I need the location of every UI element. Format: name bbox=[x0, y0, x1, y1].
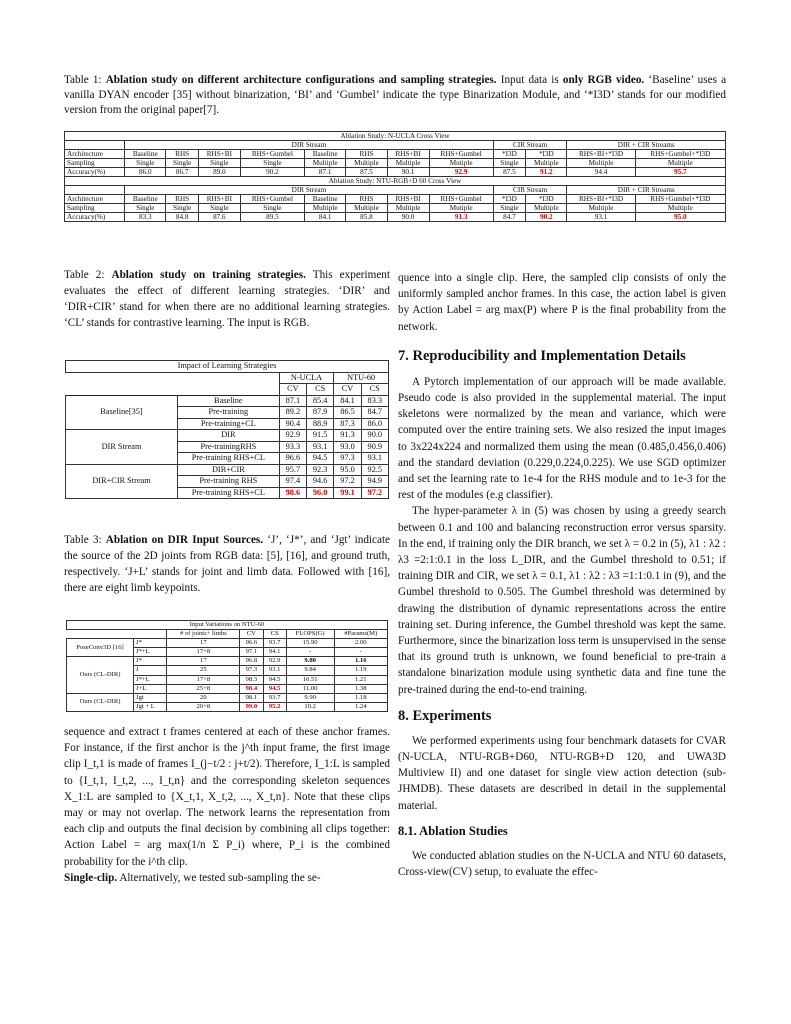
table1-cell: RHS bbox=[166, 195, 198, 204]
table3-value: 1.38 bbox=[334, 684, 387, 693]
table3-value: - bbox=[334, 648, 387, 657]
table3-value: 17+8 bbox=[167, 648, 240, 657]
table3-value: 20+8 bbox=[167, 702, 240, 711]
table1-cell: Architecture bbox=[65, 195, 125, 204]
table1-cell: *I3D bbox=[526, 195, 567, 204]
table1-cell: RHS+Gumbel bbox=[429, 150, 493, 159]
table3-source: J* bbox=[134, 639, 167, 648]
table3-value: 25+8 bbox=[167, 684, 240, 693]
table2-value: 93.3 bbox=[279, 441, 306, 453]
right-paragraph-2: The hyper-parameter λ in (5) was chosen by using a greedy search between 0.1 and 100 and balancing reconstruction error versus sparsity. In the end, if training only the DIR branch, we set λ = 0.2 in (5), λ1 : λ2 : λ3 =2:1:0.1 in the loss L_DIR, and the Gumbel threshold to 0.51; if training DIR and CIR, we set λ = 0.1, λ1 : λ2 : λ3 =1:1:0.1 in (9), and the Gumbel threshold to 0.505. The Gumbel threshold was determined by drawing the distribution of dynamic representations across the entire training set. During inference, the Gumbel threshold was kept the same. Furthermore, since the binarization loss term is unsupervised in the sense that its ground truth is unknown, we found beneficial to pre-train a standalone binarization module using synthetic data and fine tune the pre-trained during the end-to-end training. bbox=[398, 505, 726, 696]
table3-value: 94.5 bbox=[263, 675, 286, 684]
left-paragraph-1: sequence and extract t frames centered at each of these anchor frames. For instance, if the first anchor is the j^th input frame, the first image clip I_t,1 is made of frames I_(j−t/2 : j+t/2). Therefore, I_1:L is sampled to {I_t,1, I_t,2, ..., I_t,n} and the corresponding skeleton sequences X_1:L are sampled to {X_t,1, X_t,2, ..., X_t,n}. Note that these clips may or may not overlap. The network learns the representation from each clip and outputs the final decision by combining all clips together: Action Label = arg max(1/n Σ P_i) where, P_i is the combined probability for the i^th clip. bbox=[64, 726, 390, 868]
table1-cell: 87.5 bbox=[493, 168, 525, 177]
right-paragraph-4: We conducted ablation studies on the N-UCLA and NTU 60 datasets, Cross-view(CV) setup, to evaluate the effec- bbox=[398, 849, 726, 879]
table1-cell: 95.0 bbox=[635, 213, 725, 222]
table-row bbox=[65, 132, 726, 141]
table1-empty-cell bbox=[65, 186, 125, 195]
table1-cell: Single bbox=[166, 204, 198, 213]
table1-cell: Multiple bbox=[346, 204, 387, 213]
table-row bbox=[67, 639, 388, 648]
table1-cell: 84.8 bbox=[166, 213, 198, 222]
table3-source: Jgt bbox=[134, 693, 167, 702]
table1-stream-header: DIR Stream bbox=[125, 141, 494, 150]
table1-cell: Multiple bbox=[567, 159, 635, 168]
table1-block-title: Ablation Study: NTU-RGB+D 60 Cross View bbox=[65, 177, 726, 186]
table1-cell: 87.6 bbox=[198, 213, 240, 222]
table1-cell: RHS bbox=[346, 195, 387, 204]
table3-caption-block bbox=[64, 532, 390, 596]
table3-source: J* bbox=[134, 657, 167, 666]
table3 bbox=[66, 620, 388, 712]
table1-cell: Single bbox=[125, 204, 166, 213]
table3-value: 1.19 bbox=[334, 666, 387, 675]
table1-cell: RHS+BI bbox=[198, 150, 240, 159]
table3-source: J bbox=[134, 666, 167, 675]
table3-value: - bbox=[286, 648, 334, 657]
table2-title: Impact of Learning Strategies bbox=[66, 361, 389, 373]
table2-value: 96.0 bbox=[307, 487, 334, 499]
table1-cell: 87.1 bbox=[304, 168, 345, 177]
table2 bbox=[65, 360, 389, 499]
table3-value: 11.00 bbox=[286, 684, 334, 693]
table3-value: 92.9 bbox=[263, 657, 286, 666]
table2-value: 92.5 bbox=[361, 464, 388, 476]
table-row bbox=[65, 213, 726, 222]
table3-value: 94.5 bbox=[263, 684, 286, 693]
table-row bbox=[65, 141, 726, 150]
table3-value: 17 bbox=[167, 639, 240, 648]
table3-header: FLOPS(G) bbox=[286, 630, 334, 639]
table1-cell: Sampling bbox=[65, 204, 125, 213]
table3-value: 93.7 bbox=[263, 693, 286, 702]
table2-group-name: DIR+CIR Stream bbox=[66, 464, 178, 499]
table1-cell: 86.0 bbox=[125, 168, 166, 177]
table-row bbox=[66, 395, 389, 407]
table-row bbox=[66, 430, 389, 442]
table3-value: 25 bbox=[167, 666, 240, 675]
table1-cell: RHS+Gumbel bbox=[240, 195, 304, 204]
table1-cell: 95.7 bbox=[635, 168, 725, 177]
right-body-text bbox=[398, 270, 726, 880]
table2-value: 87.9 bbox=[307, 407, 334, 419]
table2-value: 97.4 bbox=[279, 476, 306, 488]
table1-caption: Table 1: Ablation study on different architecture configurations and sampling strategies. Input data is only RGB video. ‘Baseline’ uses a vanilla DYAN encoder [35] without binarization, ‘BI’ and ‘Gumbel’ indicate the type Binarization Module, and ‘*I3D’ stands for our modified version from the original paper[7]. bbox=[64, 74, 727, 116]
table1-cell: Multiple bbox=[304, 204, 345, 213]
table3-value: 98.4 bbox=[240, 684, 263, 693]
table1-cell: 87.5 bbox=[346, 168, 387, 177]
table1-cell: Architecture bbox=[65, 150, 125, 159]
table-row bbox=[65, 168, 726, 177]
table-row bbox=[65, 186, 726, 195]
table3-value: 10.2 bbox=[286, 702, 334, 711]
table3-header: #Params(M) bbox=[334, 630, 387, 639]
table3-source: J+L bbox=[134, 684, 167, 693]
table1-cell: 90.0 bbox=[387, 213, 429, 222]
table1-cell: RHS+BI+*I3D bbox=[567, 150, 635, 159]
table1-stream-header: CIR Stream bbox=[493, 141, 567, 150]
table1-cell: Accuracy(%) bbox=[65, 168, 125, 177]
right-paragraph-0: quence into a single clip. Here, the sampled clip consists of only the uniformly sampled anchor frames. In this case, the action label is given by Action Label = arg max(P) where P is the final probability from the network. bbox=[398, 272, 726, 333]
table1-stream-header: CIR Stream bbox=[493, 186, 567, 195]
table3-value: 98.3 bbox=[240, 675, 263, 684]
table2-value: 94.5 bbox=[307, 453, 334, 465]
table1-cell: 92.9 bbox=[429, 168, 493, 177]
table1-cell: RHS+BI+*I3D bbox=[567, 195, 635, 204]
table3-header: # of joints+ limbs bbox=[167, 630, 240, 639]
table2-value: 98.6 bbox=[279, 487, 306, 499]
table-row bbox=[67, 630, 388, 639]
table-row bbox=[66, 464, 389, 476]
table2-value: 97.2 bbox=[361, 487, 388, 499]
table3-value: 93.7 bbox=[263, 639, 286, 648]
table2-value: 95.7 bbox=[279, 464, 306, 476]
table2-row-label: Pre-training+CL bbox=[178, 418, 280, 430]
table3-value: 95.2 bbox=[263, 702, 286, 711]
table2-value: 93.0 bbox=[334, 441, 361, 453]
table2-group-name: Baseline[35] bbox=[66, 395, 178, 430]
table2-row-label: Pre-training RHS bbox=[178, 476, 280, 488]
table2-value: 93.1 bbox=[361, 453, 388, 465]
table3-source: Jgt + L bbox=[134, 702, 167, 711]
table1-cell: Single bbox=[240, 159, 304, 168]
table2-row-label: DIR bbox=[178, 430, 280, 442]
table1-cell: 90.2 bbox=[240, 168, 304, 177]
table-row bbox=[65, 150, 726, 159]
table3-value: 94.1 bbox=[263, 648, 286, 657]
right-paragraph-1: A Pytorch implementation of our approach will be made available. Pseudo code is also provided in the supplemental material. The input skeletons were normalized by the mean and variance, which were computed over the entire training sets. We also resized the input images to 3x224x224 and normalized them using the mean (0.485,0.456,0.406) and the standard deviation (0.229,0.224,0.225). We use SGD optimizer and set the learning rate to 1e-4 for the RHS module and to 1e-3 for the rest of the modules (e.g classifier). bbox=[398, 375, 726, 502]
table-row bbox=[66, 372, 389, 384]
table2-group-header: NTU-60 bbox=[334, 372, 389, 384]
table2-value: 94.6 bbox=[307, 476, 334, 488]
table1-cell: Sampling bbox=[65, 159, 125, 168]
table1-stream-header: DIR + CIR Streams bbox=[567, 186, 726, 195]
table1-cell: Single bbox=[240, 204, 304, 213]
table1-cell: 90.1 bbox=[387, 168, 429, 177]
table1-cell: Mutiple bbox=[429, 159, 493, 168]
table3-value: 96.8 bbox=[240, 657, 263, 666]
table2-value: 89.2 bbox=[279, 407, 306, 419]
table2-row-label: DIR+CIR bbox=[178, 464, 280, 476]
table2-value: 87.1 bbox=[279, 395, 306, 407]
table1-cell: 85.8 bbox=[346, 213, 387, 222]
table3-value: 9.84 bbox=[286, 666, 334, 675]
table2-subheader: CV bbox=[279, 384, 306, 396]
table2-subheader: CS bbox=[307, 384, 334, 396]
table-row bbox=[67, 657, 388, 666]
table3-value: 1.18 bbox=[334, 693, 387, 702]
section-8-heading: 8. Experiments bbox=[398, 707, 492, 724]
table2-row-label: Pre-trainingRHS bbox=[178, 441, 280, 453]
table3-value: 98.1 bbox=[240, 693, 263, 702]
table2-row-label: Baseline bbox=[178, 395, 280, 407]
table1-cell: Mutiple bbox=[429, 204, 493, 213]
table2-value: 90.0 bbox=[361, 430, 388, 442]
table2-subheader: CV bbox=[334, 384, 361, 396]
table1-cell: Single bbox=[198, 204, 240, 213]
table1-cell: 83.3 bbox=[125, 213, 166, 222]
right-paragraph-3: We performed experiments using four benchmark datasets for CVAR (N-UCLA, NTU-RGB+D60, NTU-RGB+D 120, and UWA3D Multiview II) and one dataset for single view action detection (sub-JHMDB). These datasets are described in detail in the supplemental material. bbox=[398, 734, 726, 812]
table2-row-label: Pre-training RHS+CL bbox=[178, 453, 280, 465]
table-row bbox=[65, 159, 726, 168]
table1-cell: RHS+BI bbox=[387, 150, 429, 159]
table1 bbox=[64, 131, 726, 222]
table2-value: 87.3 bbox=[334, 418, 361, 430]
table1-cell: Multiple bbox=[346, 159, 387, 168]
table3-value: 20 bbox=[167, 693, 240, 702]
table2-group-name: DIR Stream bbox=[66, 430, 178, 465]
table-row bbox=[65, 177, 726, 186]
table3-group-name: Ours (CL-DIR) bbox=[67, 657, 134, 693]
table1-cell: Baseline bbox=[304, 150, 345, 159]
table1-cell: Baseline bbox=[304, 195, 345, 204]
table3-empty-cell bbox=[67, 630, 167, 639]
table3-value: 1.21 bbox=[334, 675, 387, 684]
table2-value: 90.9 bbox=[361, 441, 388, 453]
table3-value: 97.3 bbox=[240, 666, 263, 675]
table1-cell: Single bbox=[125, 159, 166, 168]
table1-cell: Multiple bbox=[635, 204, 725, 213]
table1-stream-header: DIR Stream bbox=[125, 186, 494, 195]
table3-value: 10.51 bbox=[286, 675, 334, 684]
table1-cell: 89.5 bbox=[240, 213, 304, 222]
table2-row-label: Pre-training bbox=[178, 407, 280, 419]
table2-empty-cell bbox=[66, 372, 280, 395]
table2-value: 84.1 bbox=[334, 395, 361, 407]
table2-subheader: CS bbox=[361, 384, 388, 396]
table3-source: J*+L bbox=[134, 648, 167, 657]
table-row bbox=[66, 361, 389, 373]
table2-value: 88.9 bbox=[307, 418, 334, 430]
table3-value: 15.90 bbox=[286, 639, 334, 648]
table3-header: CS bbox=[263, 630, 286, 639]
table3-header: CV bbox=[240, 630, 263, 639]
table3-value: 9.80 bbox=[286, 657, 334, 666]
section-8-1-heading: 8.1. Ablation Studies bbox=[398, 823, 508, 838]
table3-title: Input Variations on NTU-60 bbox=[67, 621, 388, 630]
table3-value: 1.24 bbox=[334, 702, 387, 711]
table3-value: 93.1 bbox=[263, 666, 286, 675]
table3-value: 96.6 bbox=[240, 639, 263, 648]
table1-cell: RHS+Gumbel+*I3D bbox=[635, 195, 725, 204]
table2-value: 94.9 bbox=[361, 476, 388, 488]
table2-value: 91.5 bbox=[307, 430, 334, 442]
table1-cell: Accuracy(%) bbox=[65, 213, 125, 222]
table1-cell: RHS+Gumbel bbox=[429, 195, 493, 204]
table-row bbox=[67, 693, 388, 702]
table2-value: 96.6 bbox=[279, 453, 306, 465]
table1-cell: Single bbox=[493, 204, 525, 213]
table1-cell: 89.0 bbox=[198, 168, 240, 177]
table1-cell: Single bbox=[166, 159, 198, 168]
table2-value: 95.0 bbox=[334, 464, 361, 476]
table1-cell: 91.3 bbox=[429, 213, 493, 222]
table1-cell: 84.1 bbox=[304, 213, 345, 222]
table3-value: 2.00 bbox=[334, 639, 387, 648]
table3-group-name: PoseConv3D [16] bbox=[67, 639, 134, 657]
table-row bbox=[67, 621, 388, 630]
table1-cell: Multiple bbox=[387, 159, 429, 168]
table3-source: J*+L bbox=[134, 675, 167, 684]
table2-value: 90.4 bbox=[279, 418, 306, 430]
table2-value: 97.2 bbox=[334, 476, 361, 488]
table1-cell: Multiple bbox=[526, 159, 567, 168]
table1-cell: *I3D bbox=[493, 150, 525, 159]
table1-cell: *I3D bbox=[526, 150, 567, 159]
table2-value: 85.4 bbox=[307, 395, 334, 407]
table1-cell: RHS bbox=[166, 150, 198, 159]
table1-cell: Baseline bbox=[125, 195, 166, 204]
table1-cell: 90.2 bbox=[526, 213, 567, 222]
table1-cell: RHS+BI bbox=[198, 195, 240, 204]
table1-block-title: Ablation Study: N-UCLA Cross View bbox=[65, 132, 726, 141]
table1-cell: Multiple bbox=[567, 204, 635, 213]
table3-value: 9.90 bbox=[286, 693, 334, 702]
table1-cell: RHS bbox=[346, 150, 387, 159]
left-body-text bbox=[64, 724, 390, 886]
table1-empty-cell bbox=[65, 141, 125, 150]
table1-cell: 86.7 bbox=[166, 168, 198, 177]
table1-cell: Multiple bbox=[526, 204, 567, 213]
table2-value: 99.1 bbox=[334, 487, 361, 499]
table1-cell: 93.1 bbox=[567, 213, 635, 222]
table2-value: 86.0 bbox=[361, 418, 388, 430]
table1-cell: 94.4 bbox=[567, 168, 635, 177]
table2-value: 93.1 bbox=[307, 441, 334, 453]
table1-cell: Single bbox=[493, 159, 525, 168]
table2-group-header: N-UCLA bbox=[279, 372, 334, 384]
table1-cell: Baseline bbox=[125, 150, 166, 159]
table2-value: 97.3 bbox=[334, 453, 361, 465]
table2-caption: Table 2: Ablation study on training strategies. This experiment evaluates the effect of different learning strategies. ‘DIR’ and ‘DIR+CIR’ stand for when there are no additional learning strategies. ‘CL’ stands for contrastive learning. The input is RGB. bbox=[64, 269, 390, 329]
table2-value: 92.9 bbox=[279, 430, 306, 442]
table2-value: 92.3 bbox=[307, 464, 334, 476]
table2-value: 83.3 bbox=[361, 395, 388, 407]
table1-cell: RHS+Gumbel+*I3D bbox=[635, 150, 725, 159]
table1-stream-header: DIR + CIR Streams bbox=[567, 141, 726, 150]
table3-value: 17 bbox=[167, 657, 240, 666]
left-paragraph-2: Single-clip. Alternatively, we tested sub-sampling the se- bbox=[64, 871, 321, 884]
table1-cell: Multiple bbox=[635, 159, 725, 168]
table2-value: 84.7 bbox=[361, 407, 388, 419]
table2-caption-block bbox=[64, 267, 390, 331]
table2-value: 91.3 bbox=[334, 430, 361, 442]
table3-group-name: Ours (CL-DIR) bbox=[67, 693, 134, 711]
table3-value: 1.16 bbox=[334, 657, 387, 666]
table1-cell: RHS+Gumbel bbox=[240, 150, 304, 159]
table1-cell: *I3D bbox=[493, 195, 525, 204]
table3-value: 99.0 bbox=[240, 702, 263, 711]
table-row bbox=[65, 204, 726, 213]
table-row bbox=[65, 195, 726, 204]
table2-row-label: Pre-training RHS+CL bbox=[178, 487, 280, 499]
table1-cell: 84.7 bbox=[493, 213, 525, 222]
table1-cell: Multiple bbox=[304, 159, 345, 168]
section-7-heading: 7. Reproducibility and Implementation Details bbox=[398, 347, 686, 364]
table3-value: 97.1 bbox=[240, 648, 263, 657]
table1-cell: 91.2 bbox=[526, 168, 567, 177]
table1-cell: Single bbox=[198, 159, 240, 168]
table2-value: 86.5 bbox=[334, 407, 361, 419]
table3-caption: Table 3: Ablation on DIR Input Sources. ‘J’, ‘J*’, and ‘Jgt’ indicate the source of the 2D joints from RGB data: [5], [16], and ground truth, respectively. ‘J+L’ stands for joint and limb data. Followed with [16], there are eight limb keypoints. bbox=[64, 534, 391, 594]
table1-cell: RHS+BI bbox=[387, 195, 429, 204]
table1-cell: Multiple bbox=[387, 204, 429, 213]
table3-value: 17+8 bbox=[167, 675, 240, 684]
